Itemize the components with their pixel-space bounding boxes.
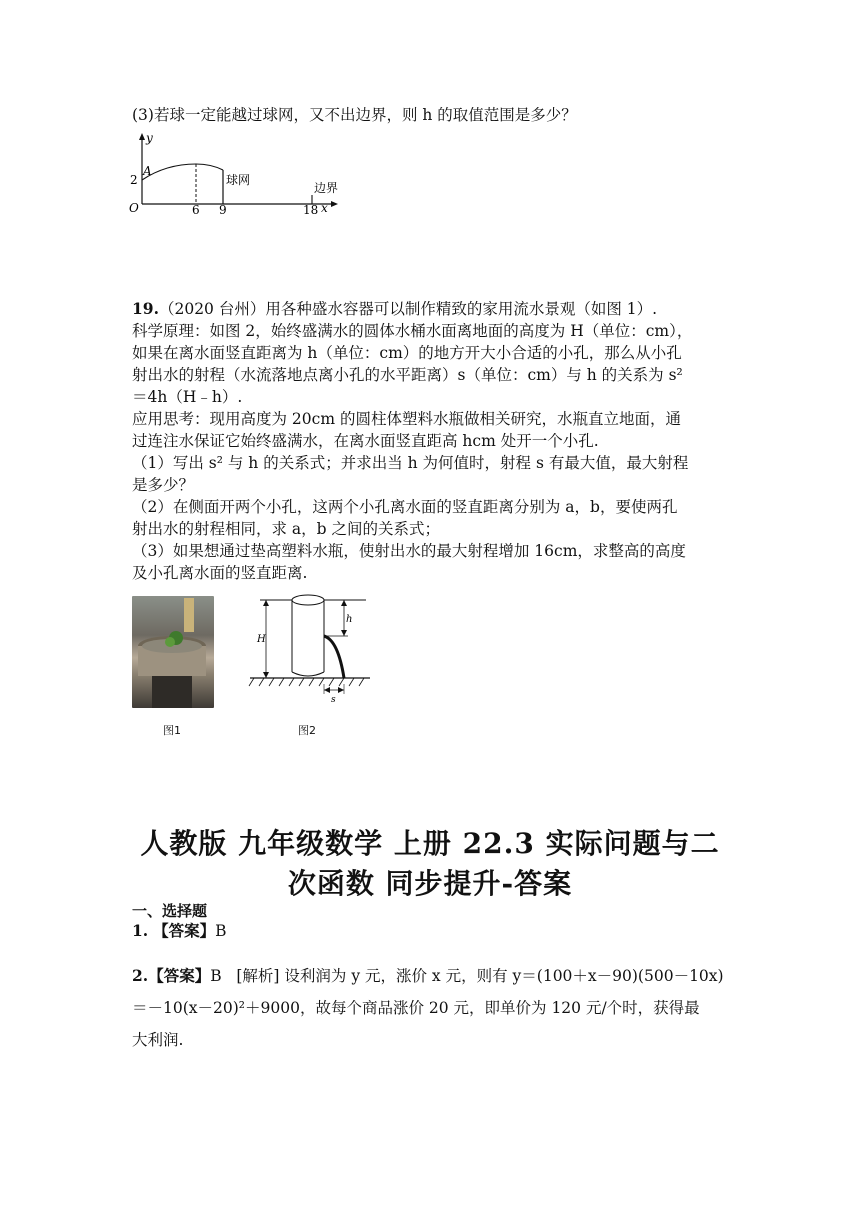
- q19-line-3: 如果在离水面竖直距离为 h（单位：cm）的地方开大小合适的小孔，那么从小孔: [132, 344, 682, 362]
- answer-2-value: B: [210, 967, 222, 985]
- q19-line-5: ＝4h（H﹣h）.: [132, 388, 243, 406]
- answer-2-line-3: 大利润.: [132, 1031, 184, 1049]
- q19-line-9: 是多少？: [132, 476, 195, 494]
- fountain-photo: [132, 596, 214, 708]
- answer-2-line-2: ＝－10(x－20)²＋9000，故每个商品涨价 20 元，即单价为 120 元/个时，获得最: [132, 999, 700, 1017]
- y-tick-label: 2: [130, 173, 138, 187]
- q19-number: 19.: [132, 299, 159, 318]
- q19-line-8: （1）写出 s² 与 h 的关系式；并求出当 h 为何值时，射程 s 有最大值，最大射程: [132, 454, 689, 472]
- fountain-photo-art: [132, 596, 214, 708]
- answer-1-value: B: [215, 922, 227, 940]
- boundary-label: 边界: [314, 181, 339, 195]
- section-heading: 一、选择题: [132, 902, 208, 920]
- q19-line-11: 射出水的射程相同，求 a，b 之间的关系式；: [132, 520, 441, 538]
- net-label: 球网: [226, 173, 251, 187]
- answer-2-tag: 【答案】: [148, 966, 211, 985]
- x-tick-18: 18: [303, 203, 319, 216]
- q3-text: (3)若球一定能越过球网，又不出边界，则 h 的取值范围是多少？: [132, 106, 577, 124]
- answer-1: [132, 920, 227, 942]
- fig2-caption: 图2: [298, 724, 316, 737]
- answer-1-num: 1.: [132, 921, 149, 940]
- y-axis-label: y: [146, 132, 153, 145]
- answer-1-tag: 【答案】: [153, 921, 216, 940]
- answer-2-num: 2.: [132, 966, 149, 985]
- answer-2-text-1: [解析] 设利润为 y 元，涨价 x 元，则有 y＝(100＋x－90)(500－10x): [236, 967, 724, 985]
- q19-line-1: 19.（2020 台州）用各种盛水容器可以制作精致的家用流水景观（如图 1）.: [132, 299, 658, 318]
- label-h: h: [346, 614, 353, 625]
- trajectory-graph: [126, 132, 346, 216]
- x-tick-9: 9: [219, 203, 227, 216]
- bottle-diagram: [244, 590, 372, 706]
- q19-line-6: 应用思考：现用高度为 20cm 的圆柱体塑料水瓶做相关研究，水瓶直立地面，通: [132, 410, 681, 428]
- answer-title-line-1: 人教版 九年级数学 上册 22.3 实际问题与二: [140, 827, 720, 860]
- q19-line-4: 射出水的射程（水流落地点离小孔的水平距离）s（单位：cm）与 h 的关系为 s²: [132, 366, 683, 384]
- q19-line-10: （2）在侧面开两个小孔，这两个小孔离水面的竖直距离分别为 a，b，要使两孔: [132, 498, 678, 516]
- fig1-caption: 图1: [163, 724, 181, 737]
- answer-title-line-2: 次函数 同步提升-答案: [287, 867, 573, 900]
- label-s: s: [331, 695, 336, 705]
- q19-line-7: 过连注水保证它始终盛满水，在离水面竖直距高 hcm 处开一个小孔.: [132, 432, 599, 450]
- label-H: H: [257, 634, 266, 645]
- q19-line-13: 及小孔离水面的竖直距离.: [132, 564, 308, 582]
- q19-line-2: 科学原理：如图 2，始终盛满水的圆体水桶水面离地面的高度为 H（单位：cm），: [132, 322, 693, 340]
- origin-label: O: [129, 201, 139, 215]
- point-a-label: A: [143, 164, 152, 178]
- q19-line-12: （3）如果想通过垫高塑料水瓶，使射出水的最大射程增加 16cm，求整高的高度: [132, 542, 686, 560]
- x-tick-6: 6: [192, 203, 200, 216]
- x-axis-label: x: [321, 201, 328, 215]
- answer-2-line-1: [132, 962, 724, 990]
